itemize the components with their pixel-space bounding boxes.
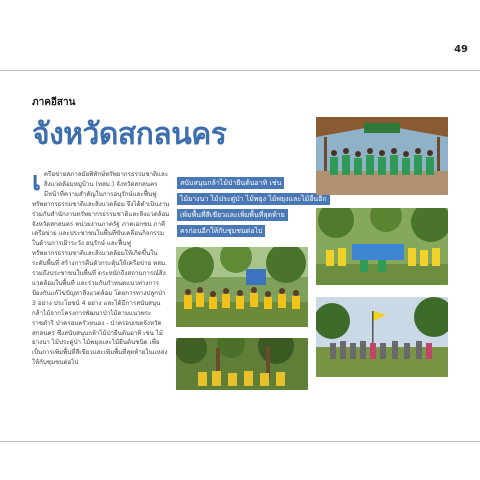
article-text: ครือข่ายสภาลมัยพิทักษ์ทรัพยากรธรรมชาติและสิ่งแวดล้อมหมู่บ้าน (ทสม.) จังหวัดสกลนคร มีหน้าที่ความสำคัญในการอนุรักษ์และฟื้นฟูทรัพยากรธรรมชาติและสิ่งแวดล้อม จึงได้ดำเนินงานร่วมกับสำนักงานทรัพยากรธรรมชาติและสิ่งแวดล้อมจังหวัดสกลนคร หน่วยงานภาครัฐ ภาคเอกชน ภาคีเครือข่าย และประชาชนในพื้นที่ขับเคลื่อนกิจกรรมในด้านการเฝ้าระวัง อนุรักษ์ และฟื้นฟูทรัพยากรธรรมชาติและสิ่งแวดล้อมให้เกิดขึ้นในระดับพื้นที่ สร้างการตื่นตัวกระตุ้นให้เครือข่าย ทสม. รวมถึงประชาชนในพื้นที่ ตระหนักถึงสถานการณ์สิ่งแวดล้อมในพื้นที่ และร่วมกันกำหนดแนวทางการป้องกันแก้ไขปัญหาสิ่งแวดล้อม โดยการทางปลูกป่า 3 อย่าง ประโยชน์ 4 อย่าง และได้มีการสนับสนุนกล้าไม้จากโครงการพัฒนาป่าไม้ตามแนวพระราชดำริ ป่าครอบครัวหนอง - ป่าครอบเขตจังหวัดสกลนคร ซึ่งสนับสนุนกล้าไม้ป่ายืนต้นอาทิ เช่น ไม้ยางนา ไม้ประดู่ป่า ไม้พยุงและไม้ยืนต้นชนิด เพื่อเป็นการเพิ่มพื้นที่สีเขียวและเพิ่มพื้นที่สุดท้ายในแหล่งให้กับชุมชนต่อไป: [32, 171, 170, 367]
region-label: ภาคอีสาน: [32, 97, 76, 108]
photo-group-yellow-shirts: [176, 338, 308, 390]
highlight-line: ไม้ยางนา ไม้ประดู่ป่า ไม้พยุง ไม้พยุงและไม้อื่นอีก: [177, 193, 330, 205]
drop-cap: เ: [32, 167, 41, 197]
highlight-line: ครก่อนอีกให้กับชุมชนต่อไป: [177, 225, 265, 237]
highlight-line: เพิ่มพื้นที่สีเขียวและเพิ่มพื้นที่สุดท้าย: [177, 209, 288, 221]
article-body: [32, 167, 170, 368]
highlight-line: สนับสนุนกล้าไม้ป่ายืนต้นอาทิ เช่น: [177, 177, 284, 189]
photo-forest-planting: [176, 247, 308, 327]
top-rule: [0, 70, 480, 71]
page-title: จังหวัดสกลนคร: [32, 117, 227, 152]
photo-banner-group: [316, 208, 448, 285]
bottom-rule: [0, 441, 480, 442]
photo-pavilion-group: [316, 117, 448, 195]
photo-field-walk: [316, 297, 448, 377]
highlight-box: [177, 177, 327, 241]
page-number: 49: [454, 44, 468, 55]
